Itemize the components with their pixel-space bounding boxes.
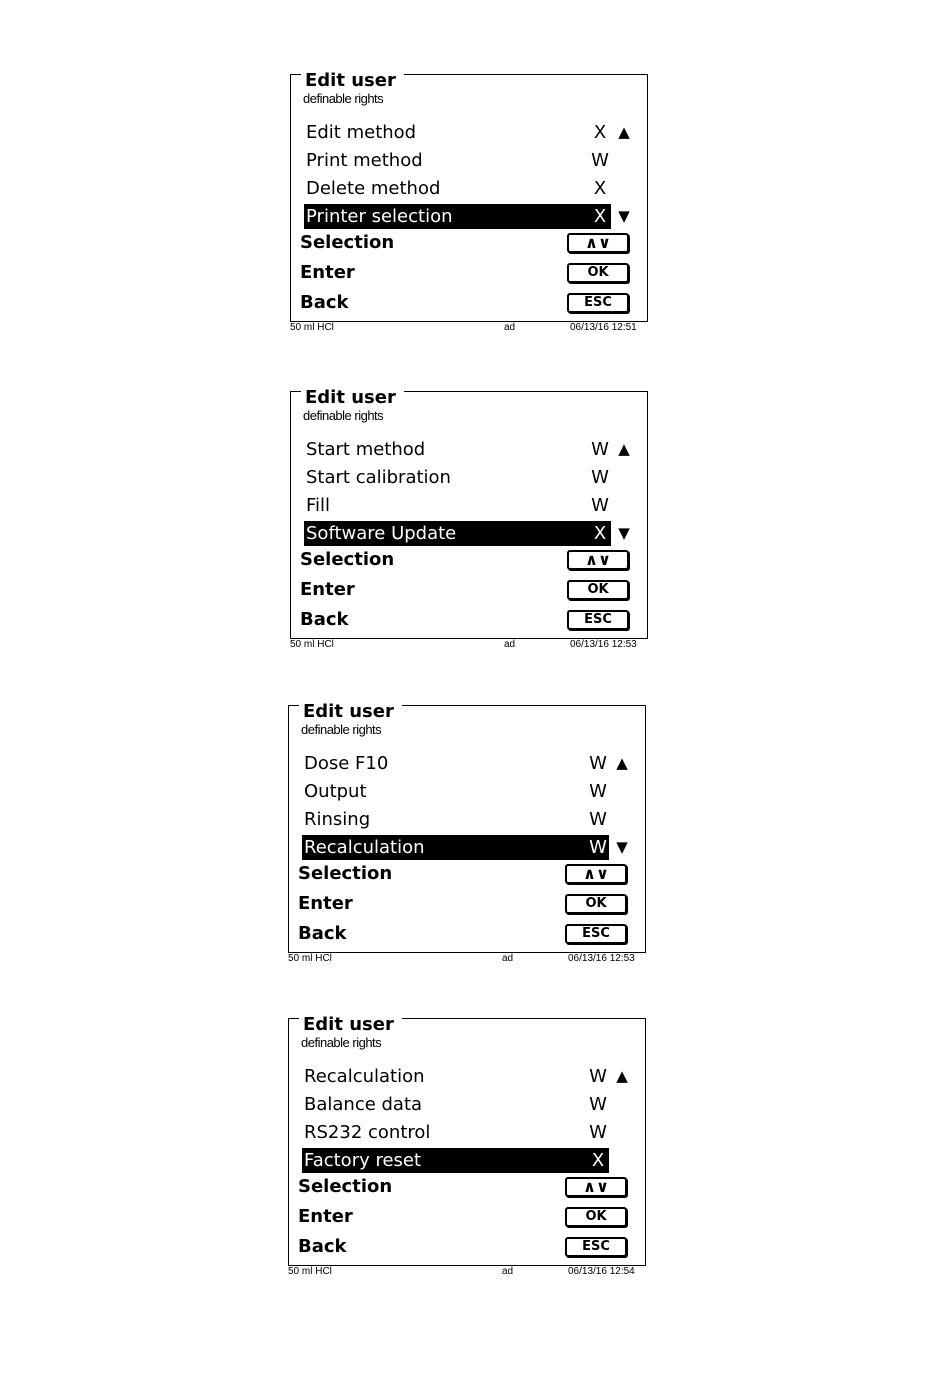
list-item-value: W — [591, 439, 609, 460]
list-item-dose-f10[interactable] — [302, 751, 609, 776]
status-method: 50 ml HCl — [290, 322, 334, 333]
screen-frame — [288, 1014, 646, 1266]
status-method: 50 ml HCl — [290, 639, 334, 650]
screen-frame — [290, 70, 648, 322]
enter-label: Enter — [298, 1206, 353, 1227]
back-label: Back — [300, 292, 349, 313]
list-item-label: RS232 control — [304, 1122, 431, 1143]
selection-label: Selection — [298, 863, 393, 884]
status-datetime: 06/13/16 12:53 — [570, 639, 637, 650]
title-wrap — [299, 702, 402, 722]
list-item-label: Balance data — [304, 1094, 423, 1115]
status-method: 50 ml HCl — [288, 1266, 332, 1277]
list-item-value: W — [589, 781, 607, 802]
list-item-label: Delete method — [306, 178, 441, 199]
list-item-label: Edit method — [306, 122, 417, 143]
selection-label: Selection — [300, 232, 395, 253]
selection-label: Selection — [298, 1176, 393, 1197]
page-subtitle: definable rights — [303, 408, 384, 423]
title-wrap — [301, 71, 404, 91]
list-item-label: Recalculation — [304, 837, 425, 858]
scroll-up-arrow-icon[interactable]: ▲ — [616, 1067, 628, 1085]
esc-button[interactable]: ESC — [567, 293, 629, 313]
screen-frame — [290, 387, 648, 639]
page-subtitle: definable rights — [301, 1035, 382, 1050]
list-item-label: Printer selection — [306, 206, 453, 227]
list-item-value: W — [591, 467, 609, 488]
scroll-down-arrow-icon[interactable]: ▼ — [616, 838, 628, 856]
scroll-down-arrow-icon[interactable]: ▼ — [618, 524, 630, 542]
status-user: ad — [504, 639, 516, 650]
list-item-value: W — [589, 1122, 607, 1143]
page-title: Edit user — [305, 387, 396, 408]
page-title: Edit user — [303, 1014, 394, 1035]
esc-button[interactable]: ESC — [567, 610, 629, 630]
list-item-value: X — [593, 206, 607, 227]
list-item-label: Start method — [306, 439, 426, 460]
ok-button[interactable]: OK — [567, 263, 629, 283]
screen-edit-user-2 — [290, 381, 650, 651]
enter-label: Enter — [298, 893, 353, 914]
title-wrap — [299, 1015, 402, 1035]
status-datetime: 06/13/16 12:54 — [568, 1266, 635, 1277]
list-item-rs232-control[interactable] — [302, 1120, 609, 1145]
selection-key-button[interactable]: ∧∨ — [567, 233, 629, 253]
title-wrap — [301, 388, 404, 408]
list-item-value: W — [591, 495, 609, 516]
list-item-edit-method[interactable] — [304, 120, 611, 145]
list-item-label: Dose F10 — [304, 753, 389, 774]
selection-key-button[interactable]: ∧∨ — [565, 1177, 627, 1197]
selection-key-button[interactable]: ∧∨ — [565, 864, 627, 884]
selection-label: Selection — [300, 549, 395, 570]
page-title: Edit user — [303, 701, 394, 722]
ok-button[interactable]: OK — [565, 894, 627, 914]
list-item-rinsing[interactable] — [302, 807, 609, 832]
list-item-value: W — [589, 809, 607, 830]
list-item-label: Rinsing — [304, 809, 371, 830]
list-item-value: X — [593, 523, 607, 544]
list-item-print-method[interactable] — [304, 148, 611, 173]
list-item-printer-selection-selected[interactable] — [304, 204, 611, 229]
scroll-up-arrow-icon[interactable]: ▲ — [616, 754, 628, 772]
list-item-recalculation[interactable] — [302, 1064, 609, 1089]
enter-label: Enter — [300, 262, 355, 283]
enter-label: Enter — [300, 579, 355, 600]
page-subtitle: definable rights — [301, 722, 382, 737]
list-item-value: X — [593, 178, 607, 199]
status-datetime: 06/13/16 12:51 — [570, 322, 637, 333]
scroll-down-arrow-icon[interactable]: ▼ — [618, 207, 630, 225]
list-item-start-method[interactable] — [304, 437, 611, 462]
ok-button[interactable]: OK — [565, 1207, 627, 1227]
list-item-label: Factory reset — [304, 1150, 422, 1171]
esc-button[interactable]: ESC — [565, 924, 627, 944]
status-method: 50 ml HCl — [288, 953, 332, 964]
status-user: ad — [502, 953, 514, 964]
scroll-up-arrow-icon[interactable]: ▲ — [618, 123, 630, 141]
back-label: Back — [300, 609, 349, 630]
list-item-fill[interactable] — [304, 493, 611, 518]
page-title: Edit user — [305, 70, 396, 91]
list-item-output[interactable] — [302, 779, 609, 804]
list-item-label: Fill — [306, 495, 331, 516]
scroll-up-arrow-icon[interactable]: ▲ — [618, 440, 630, 458]
status-datetime: 06/13/16 12:53 — [568, 953, 635, 964]
list-item-recalculation-selected[interactable] — [302, 835, 609, 860]
list-item-factory-reset-selected[interactable] — [302, 1148, 609, 1173]
back-label: Back — [298, 1236, 347, 1257]
screen-edit-user-1 — [290, 64, 650, 334]
list-item-software-update-selected[interactable] — [304, 521, 611, 546]
list-item-label: Recalculation — [304, 1066, 425, 1087]
list-item-label: Print method — [306, 150, 423, 171]
list-item-delete-method[interactable] — [304, 176, 611, 201]
list-item-value: W — [589, 753, 607, 774]
list-item-label: Output — [304, 781, 367, 802]
ok-button[interactable]: OK — [567, 580, 629, 600]
list-item-balance-data[interactable] — [302, 1092, 609, 1117]
list-item-value: X — [593, 122, 607, 143]
list-item-value: W — [589, 1066, 607, 1087]
selection-key-button[interactable]: ∧∨ — [567, 550, 629, 570]
back-label: Back — [298, 923, 347, 944]
list-item-label: Software Update — [306, 523, 457, 544]
esc-button[interactable]: ESC — [565, 1237, 627, 1257]
screen-edit-user-3 — [288, 695, 648, 965]
list-item-value: W — [591, 150, 609, 171]
page-subtitle: definable rights — [303, 91, 384, 106]
screen-frame — [288, 701, 646, 953]
screen-edit-user-4 — [288, 1008, 648, 1278]
list-item-value: W — [589, 837, 607, 858]
list-item-value: W — [589, 1094, 607, 1115]
list-item-value: X — [591, 1150, 605, 1171]
list-item-label: Start calibration — [306, 467, 451, 488]
status-user: ad — [502, 1266, 514, 1277]
list-item-start-calibration[interactable] — [304, 465, 611, 490]
status-user: ad — [504, 322, 516, 333]
